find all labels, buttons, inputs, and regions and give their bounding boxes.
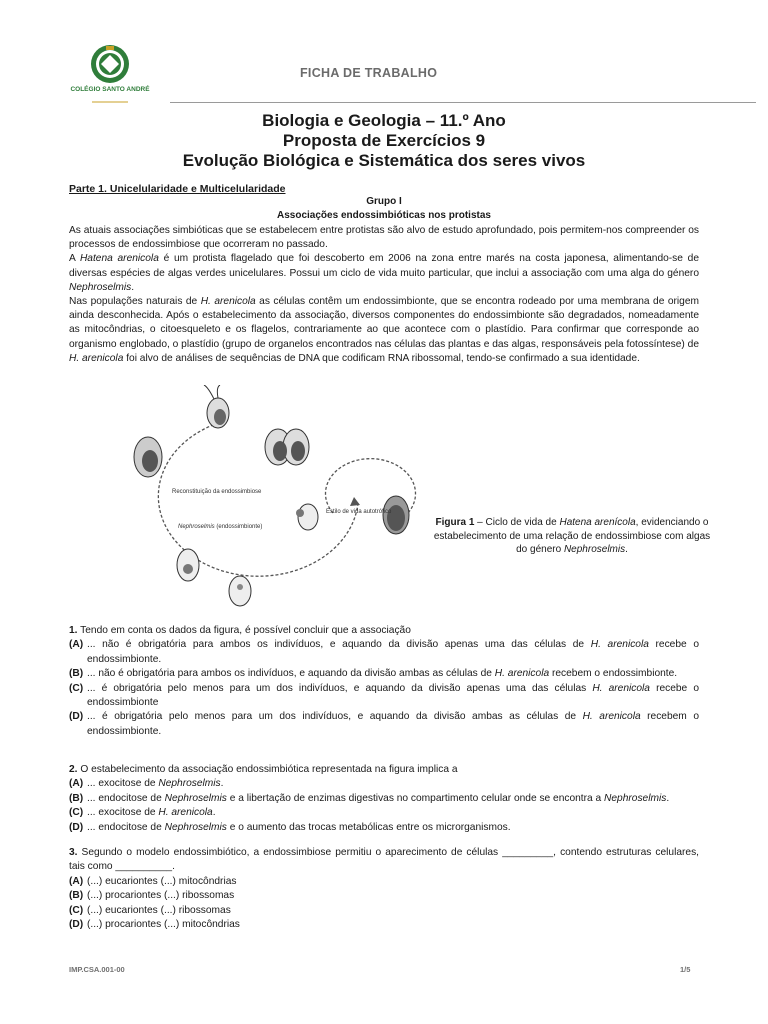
cell-bottom — [229, 576, 251, 606]
q1-option-c[interactable]: (C) ... é obrigatória pelo menos para um dos indivíduos, e aquando da divisão apenas uma das células H. arenicola recebe o endossimbionte — [69, 682, 699, 709]
cell-engulfing — [296, 504, 318, 530]
school-name: COLÉGIO SANTO ANDRÉ — [70, 86, 150, 93]
title-proposal: Proposta de Exercícios 9 — [282, 131, 486, 150]
q1-option-a[interactable]: (A) ... não é obrigatória para ambos os indivíduos, e aquando da divisão apenas uma das células de H. arenicola recebe o endossimbionte. — [69, 639, 699, 665]
group-label: Grupo I — [366, 196, 402, 207]
figure-caption: Figura 1 – Ciclo de vida de Hatena arenícola, evidenciando o estabelecimento de uma relação de endossimbiose com algas do género Nephroselmis. — [433, 517, 711, 555]
header-divider — [170, 102, 756, 103]
q3-option-b[interactable]: (B) (...) procariontes (...) ribossomas — [69, 890, 235, 902]
life-cycle-figure — [118, 385, 418, 610]
label-reconstitution: Reconstituição da endossimbiose — [172, 489, 262, 495]
label-lifestyle: Estilo de vida autotrófico — [326, 509, 392, 515]
q1-option-d[interactable]: (D) ... é obrigatória pelo menos para um dos indivíduos, e aquando da divisão ambas as células de H. arenicola recebem o endossimbionte. — [69, 711, 699, 737]
q1-option-b[interactable]: (B) ... não é obrigatória para ambos os indivíduos, e aquando da divisão ambas as células de H. arenicola recebem o endossimbionte. — [69, 668, 678, 680]
q2-option-c[interactable]: (C) ... exocitose de H. arenicola. — [69, 807, 216, 819]
cell-left — [134, 437, 162, 477]
paragraph-3: Nas populações naturais de H. arenicola as células contêm um endossimbionte, que se encontra rodeado por uma membrana de origem ainda desconhecida. Após o estabelecimento da associação, diversos componentes do endossimbionte são degradados, nomeadamente as mitocôndrias, o citoesqueleto e os flagelos, contrariamente ao que acontece com o plastídio. Para confirmar que corresponde ao organismo englobado, o plastídio (grupo de organelos encontrados nas células das plantas e das algas, responsáveis pela fotossíntese) de H. arenicola foi alvo de análises de sequências de DNA que codificam RNA ribossomal, tendo-se confirmado a sua identidade. — [69, 296, 699, 364]
paragraph-2: A Hatena arenicola é um protista flagelado que foi descoberto em 2006 na zona entre marés na costa japonesa, alimentando-se de diversas espécies de algas verdes unicelulares. Possui um ciclo de vida muito particular, que inclui a associação com uma alga do género Nephroselmis. — [69, 253, 699, 293]
label-nephroselmis: Nephroselmis (endossimbionte) — [178, 524, 263, 530]
title-subject: Biologia e Geologia – 11.º Ano — [262, 111, 506, 130]
title-topic: Evolução Biológica e Sistemática dos seres vivos — [182, 151, 586, 170]
life-cycle-diagram — [118, 385, 418, 610]
intro-text — [69, 224, 699, 366]
paragraph-1: As atuais associações simbióticas que se estabelecem entre protistas são alvo de estudo aprofundado, pois permitem-nos compreender os processos de endossimbiose que ocorreram no passado. — [69, 225, 699, 251]
cell-bottom-left — [177, 549, 199, 581]
group-title: Associações endossimbióticas nos protistas — [277, 210, 491, 221]
q2-option-a[interactable]: (A) ... exocitose de Nephroselmis. — [69, 778, 224, 790]
question-1-stem: 1. Tendo em conta os dados da figura, é possível concluir que a associação — [69, 625, 411, 636]
question-3-stem: 3. Segundo o modelo endossimbiótico, a endossimbiose permitiu o aparecimento de células _________, contendo estruturas celulares, tais como __________. — [69, 847, 699, 873]
q3-option-c[interactable]: (C) (...) eucariontes (...) ribossomas — [69, 904, 231, 916]
part-heading: Parte 1. Unicelularidade e Multicelularidade — [69, 183, 286, 195]
q3-option-d[interactable]: (D) (...) procariontes (...) mitocôndrias — [69, 919, 240, 931]
doc-type: FICHA DE TRABALHO — [300, 66, 438, 80]
school-logo — [62, 40, 158, 110]
logo-emblem-icon — [62, 40, 158, 110]
page-number: 1/5 — [680, 965, 691, 974]
cell-autotrophic — [383, 496, 409, 534]
q3-option-a[interactable]: (A) (...) eucariontes (...) mitocôndrias — [69, 875, 237, 887]
question-1 — [69, 624, 699, 739]
q2-option-b[interactable]: (B) ... endocitose de Nephroselmis e a libertação de enzimas digestivas no compartimento celular onde se encontra a Nephroselmis. — [69, 792, 670, 804]
cell-top — [204, 385, 229, 428]
question-3 — [69, 846, 699, 932]
q2-option-d[interactable]: (D) ... endocitose de Nephroselmis e o aumento das trocas metabólicas entre os microrganismos. — [69, 821, 511, 833]
cell-dividing — [265, 429, 309, 465]
question-2 — [69, 763, 699, 835]
footer-code: IMP.CSA.001-00 — [69, 965, 125, 974]
question-2-stem: 2. O estabelecimento da associação endossimbiótica representada na figura implica a — [69, 764, 458, 775]
